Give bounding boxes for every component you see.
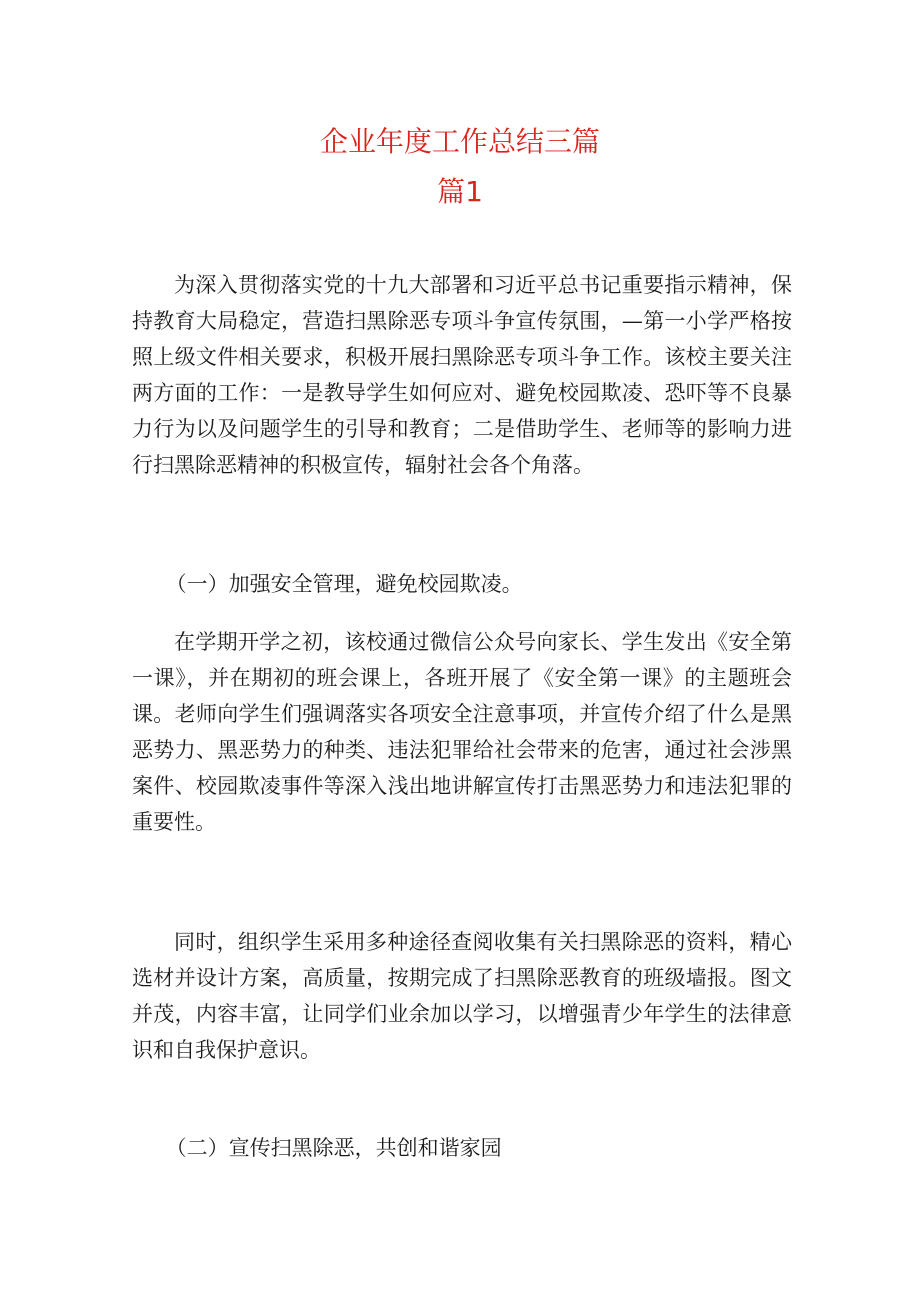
section-heading-2: （二）宣传扫黑除恶，共创和谐家园 bbox=[165, 1136, 502, 1160]
document-title: 企业年度工作总结三篇 bbox=[319, 125, 600, 158]
intro-paragraph: 为深入贯彻落实党的十九大部署和习近平总书记重要指示精神，保持教育大局稳定，营造扫黑除恶专项斗争宣传氛围，—第一小学严格按照上级文件相关要求，积极开展扫黑除恶专项斗争工作。该校主要关注两方面的工作：一是教导学生如何应对、避免校园欺凌、恐吓等不良暴力行为以及问题学生的引导和教育；二是借助学生、老师等的影响力进行扫黑除恶精神的积极宣传，辐射社会各个角落。 bbox=[132, 273, 792, 477]
document-subtitle: 篇1 bbox=[437, 175, 483, 208]
wall-newspaper-paragraph: 同时，组织学生采用多种途径查阅收集有关扫黑除恶的资料，精心选材并设计方案，高质量，按期完成了扫黑除恶教育的班级墙报。图文并茂，内容丰富，让同学们业余加以学习，以增强青少年学生的法律意识和自我保护意识。 bbox=[132, 930, 792, 1062]
section-heading-1: （一）加强安全管理，避免校园欺凌。 bbox=[165, 572, 523, 596]
safety-paragraph: 在学期开学之初，该校通过微信公众号向家长、学生发出《安全第一课》，并在期初的班会课上，各班开展了《安全第一课》的主题班会课。老师向学生们强调落实各项安全注意事项，并宣传介绍了什么是黑恶势力、黑恶势力的种类、违法犯罪给社会带来的危害，通过社会涉黑案件、校园欺凌事件等深入浅出地讲解宣传打击黑恶势力和违法犯罪的重要性。 bbox=[132, 630, 792, 834]
